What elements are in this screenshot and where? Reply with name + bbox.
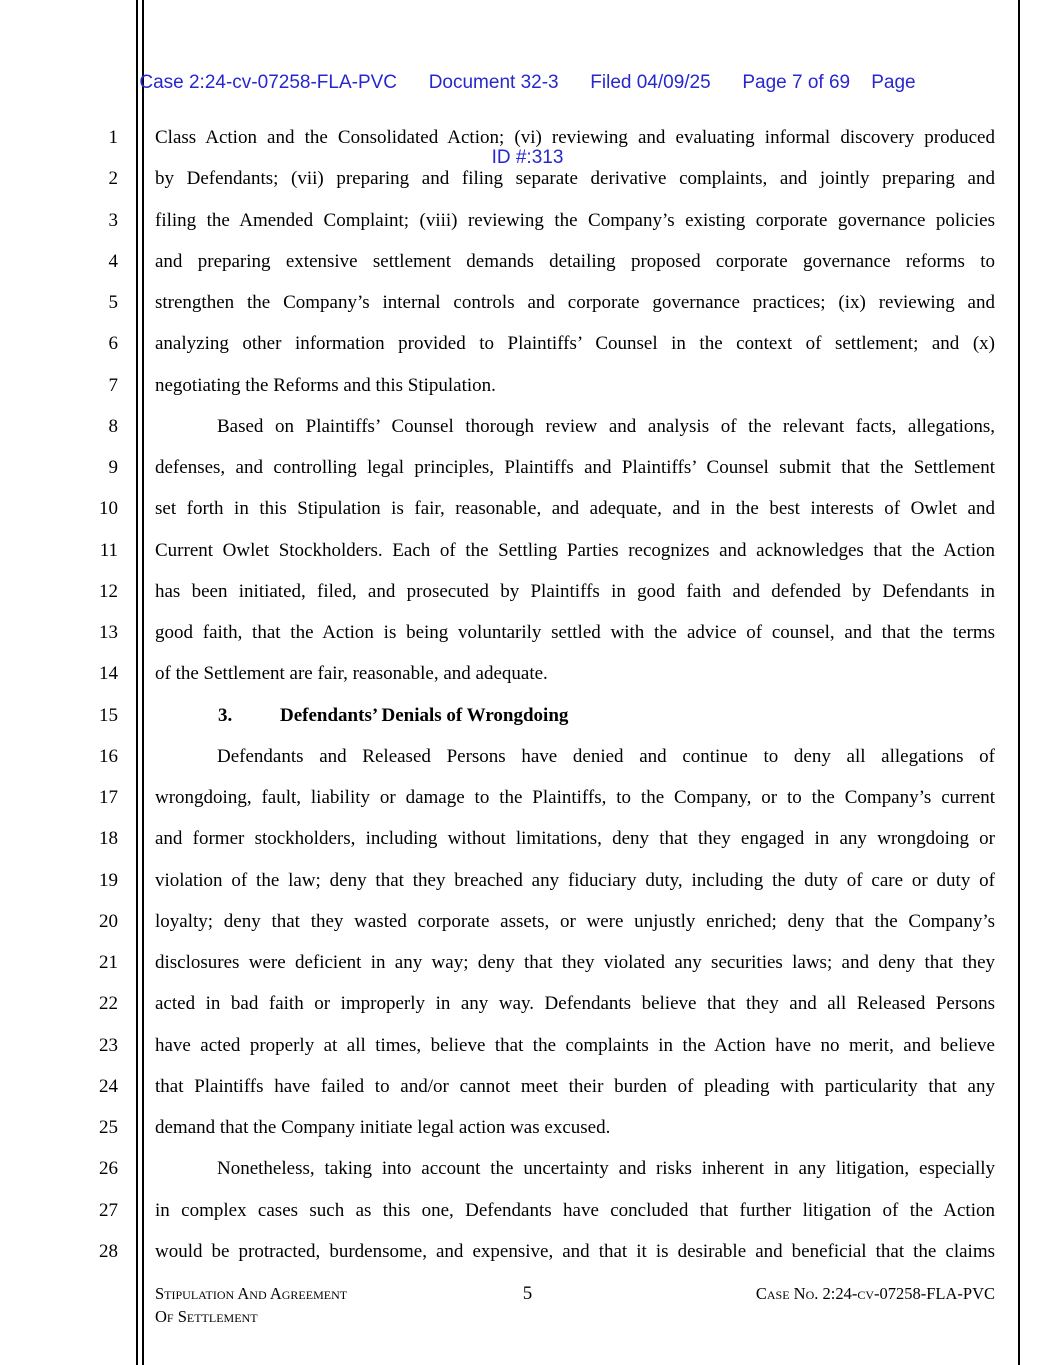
line-text: filing the Amended Complaint; (viii) reviewing the Company’s existing corporate governance policies	[155, 209, 995, 231]
line-text: and former stockholders, including without limitations, deny that they engaged in any wrongdoing or	[155, 828, 995, 850]
pleading-line	[0, 612, 995, 653]
pleading-line	[0, 406, 995, 447]
pleading-line	[0, 323, 995, 364]
line-number: 7	[108, 374, 118, 396]
pleading-lines	[0, 117, 995, 1272]
line-number: 5	[108, 292, 118, 313]
pleading-line	[0, 117, 995, 158]
line-text: set forth in this Stipulation is fair, reasonable, and adequate, and in the best interests of Owlet and	[155, 498, 995, 520]
pleading-line	[0, 736, 995, 777]
line-number: 15	[99, 704, 118, 726]
line-number: 4	[108, 250, 118, 272]
footer-page-number: 5	[522, 1283, 533, 1304]
heading-number: 3.	[218, 704, 233, 726]
line-text: loyalty; deny that they wasted corporate assets, or were unjustly enriched; deny that the Company’s	[155, 910, 995, 932]
heading-title: Defendants’ Denials of Wrongdoing	[280, 704, 569, 726]
line-text: of the Settlement are fair, reasonable, and adequate.	[155, 663, 548, 685]
line-text: violation of the law; deny that they breached any fiduciary duty, including the duty of care or duty of	[155, 869, 995, 891]
pleading-line	[0, 530, 995, 571]
line-text: and preparing extensive settlement demands detailing proposed corporate governance reforms to	[155, 250, 995, 272]
line-number: 11	[99, 539, 118, 561]
pleading-line	[0, 488, 995, 529]
line-text: good faith, that the Action is being voluntarily settled with the advice of counsel, and that the terms	[155, 622, 995, 643]
line-text: Current Owlet Stockholders. Each of the Settling Parties recognizes and acknowledges that the Action	[155, 539, 995, 561]
line-number: 16	[99, 745, 118, 767]
line-number: 6	[108, 333, 118, 355]
pleading-line	[0, 983, 995, 1024]
line-text: negotiating the Reforms and this Stipulation.	[155, 374, 496, 396]
footer-title-line1: Stipulation And Agreement	[155, 1284, 348, 1303]
pleading-line	[0, 1231, 995, 1272]
line-number: 18	[99, 828, 118, 850]
line-text: analyzing other information provided to Plaintiffs’ Counsel in the context of settlement; and (x)	[155, 333, 995, 355]
pleading-line	[0, 282, 995, 323]
line-number: 23	[99, 1034, 118, 1056]
pleading-line	[0, 1025, 995, 1066]
pleading-line	[0, 571, 995, 612]
line-number: 20	[99, 910, 118, 932]
line-number: 25	[99, 1117, 118, 1138]
ecf-header-line2: ID #:313	[491, 147, 564, 168]
line-text: acted in bad faith or improperly in any way. Defendants believe that they and all Released Persons	[155, 993, 995, 1015]
pleading-line	[0, 158, 995, 199]
line-text: in complex cases such as this one, Defendants have concluded that further litigation of the Action	[155, 1199, 995, 1221]
line-number: 3	[108, 209, 118, 231]
pleading-line	[0, 1190, 995, 1231]
line-number: 10	[99, 498, 118, 520]
line-text: wrongdoing, fault, liability or damage to the Plaintiffs, to the Company, or to the Company’s current	[155, 787, 995, 808]
pleading-line	[0, 1148, 995, 1189]
line-number: 27	[99, 1199, 118, 1221]
line-number: 13	[99, 622, 118, 643]
line-number: 26	[99, 1158, 118, 1180]
line-text: Based on Plaintiffs’ Counsel thorough review and analysis of the relevant facts, allegations,	[217, 415, 995, 437]
line-number: 28	[99, 1240, 118, 1262]
pleading-line	[0, 818, 995, 859]
pleading-line	[0, 942, 995, 983]
line-text	[155, 695, 995, 736]
line-text: has been initiated, filed, and prosecuted by Plaintiffs in good faith and defended by Defendants in	[155, 580, 995, 602]
line-text: by Defendants; (vii) preparing and filing separate derivative complaints, and jointly preparing and	[155, 168, 995, 190]
line-number: 19	[99, 869, 118, 891]
line-text: have acted properly at all times, believe that the complaints in the Action have no merit, and believe	[155, 1034, 995, 1056]
line-number: 21	[99, 952, 118, 973]
pleading-line	[0, 447, 995, 488]
line-text: disclosures were deficient in any way; deny that they violated any securities laws; and deny that they	[155, 952, 995, 973]
line-number: 12	[99, 580, 118, 602]
pleading-line	[0, 365, 995, 406]
pleading-line	[0, 241, 995, 282]
footer-title-line2: Of Settlement	[155, 1307, 258, 1326]
line-number: 14	[99, 663, 118, 685]
line-number: 24	[99, 1075, 118, 1097]
line-text: Nonetheless, taking into account the uncertainty and risks inherent in any litigation, especially	[217, 1158, 995, 1180]
line-text: demand that the Company initiate legal action was excused.	[155, 1117, 611, 1138]
line-text: would be protracted, burdensome, and expensive, and that it is desirable and beneficial that the claims	[155, 1240, 995, 1262]
line-number: 22	[99, 993, 118, 1015]
pleading-line	[0, 653, 995, 694]
line-text: strengthen the Company’s internal controls and corporate governance practices; (ix) reviewing and	[155, 292, 995, 313]
line-number: 9	[108, 457, 118, 478]
line-text: Class Action and the Consolidated Action; (vi) reviewing and evaluating informal discovery produced	[155, 127, 995, 148]
pleading-line	[0, 860, 995, 901]
line-number: 8	[108, 415, 118, 437]
line-number: 17	[99, 787, 118, 808]
pleading-line	[0, 200, 995, 241]
pleading-line	[0, 901, 995, 942]
line-text: that Plaintiffs have failed to and/or cannot meet their burden of pleading with particularity that any	[155, 1075, 995, 1097]
pleading-line	[0, 777, 995, 818]
line-number: 1	[108, 127, 118, 148]
line-text: Defendants and Released Persons have denied and continue to deny all allegations of	[217, 745, 995, 767]
line-number: 2	[108, 168, 118, 190]
pleading-line	[0, 1066, 995, 1107]
footer-case-number: Case No. 2:24-cv-07258-FLA-PVC	[755, 1284, 995, 1303]
pleading-line	[0, 1107, 995, 1148]
pleading-line	[0, 695, 995, 736]
ecf-header-line1: Case 2:24-cv-07258-FLA-PVC Document 32-3 Filed 04/09/25 Page 7 of 69 Page	[139, 72, 916, 93]
line-text: defenses, and controlling legal principles, Plaintiffs and Plaintiffs’ Counsel submit that the Settlement	[155, 457, 995, 478]
